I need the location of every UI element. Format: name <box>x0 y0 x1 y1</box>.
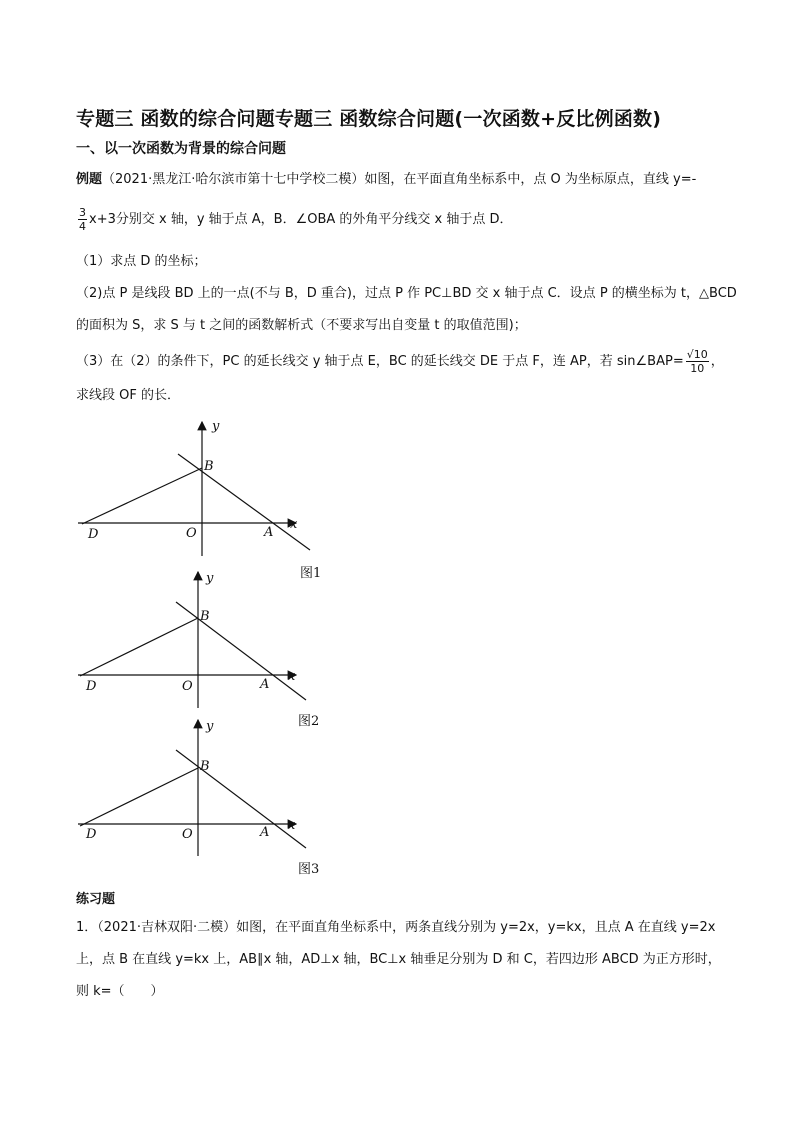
figure-1-caption: 图1 <box>300 566 322 581</box>
fraction-numerator: 3 <box>79 206 86 219</box>
fraction-denominator: 4 <box>79 220 86 233</box>
x-label: x <box>288 669 296 684</box>
example-line-2 <box>76 206 726 233</box>
point-O-label: O <box>182 827 193 842</box>
fraction-3-4 <box>78 206 87 233</box>
point-B-label: B <box>204 459 214 474</box>
figure-2-diagram <box>72 566 332 716</box>
line-AB <box>178 454 310 550</box>
point-A-label: A <box>264 525 274 540</box>
practice-1-line-3: 则 k=（ ） <box>76 984 164 999</box>
point-A-label: A <box>260 825 270 840</box>
question-3-comma: ， <box>710 354 724 369</box>
figure-2-caption: 图2 <box>298 714 320 729</box>
question-3-text: （3）在（2）的条件下，PC 的延长线交 y 轴于点 E，BC 的延长线交 DE 于点 F，连 AP，若 sin∠BAP= <box>76 354 684 369</box>
point-B-label: B <box>200 609 210 624</box>
example-line-1 <box>76 170 726 190</box>
fraction-denominator: 10 <box>690 362 705 375</box>
line-DB <box>80 768 198 826</box>
practice-1-line-2: 上，点 B 在直线 y=kx 上，AB∥x 轴，AD⊥x 轴，BC⊥x 轴垂足分别为 D 和 C，若四边形 ABCD 为正方形时， <box>76 952 721 967</box>
figure-3-diagram <box>72 714 332 864</box>
figure-1-diagram <box>72 416 332 566</box>
line-AB <box>176 750 306 848</box>
point-B-label: B <box>200 759 210 774</box>
point-A-label: A <box>260 677 270 692</box>
point-O-label: O <box>186 526 197 541</box>
question-3-line-1 <box>76 348 726 375</box>
example-text-1: 如图，在平面直角坐标系中，点 O 为坐标原点，直线 y=- <box>364 172 697 187</box>
fraction-numerator: √10 <box>686 348 708 361</box>
point-D-label: D <box>86 679 97 694</box>
figure-3 <box>72 714 332 868</box>
y-label: y <box>206 571 214 586</box>
figure-3-caption: 图3 <box>298 862 320 877</box>
x-label: x <box>288 818 296 833</box>
figure-2 <box>72 566 332 720</box>
page-title: 专题三 函数的综合问题专题三 函数综合问题(一次函数+反比例函数) <box>76 108 662 130</box>
point-O-label: O <box>182 679 193 694</box>
practice-heading: 练习题 <box>76 892 116 907</box>
question-2-line-2: 的面积为 S，求 S 与 t 之间的函数解析式（不要求写出自变量 t 的取值范围)； <box>76 318 527 333</box>
figure-1 <box>72 416 332 570</box>
point-D-label: D <box>86 827 97 842</box>
example-source: （2021·黑龙江·哈尔滨市第十七中学校二模） <box>102 172 365 187</box>
section-heading: 一、以一次函数为背景的综合问题 <box>76 141 286 157</box>
question-2-line-1: （2)点 P 是线段 BD 上的一点(不与 B，D 重合)，过点 P 作 PC⊥BD 交 x 轴于点 C．设点 P 的横坐标为 t，△BCD <box>76 286 737 301</box>
practice-1-line-1: 1．（2021·吉林双阳·二模）如图，在平面直角坐标系中，两条直线分别为 y=2x，y=kx，且点 A 在直线 y=2x <box>76 920 716 935</box>
question-1: （1）求点 D 的坐标； <box>76 254 207 269</box>
x-label: x <box>290 517 298 532</box>
fraction-sqrt10-10 <box>686 348 709 375</box>
example-text-2: x+3分别交 x 轴，y 轴于点 A，B．∠OBA 的外角平分线交 x 轴于点 D． <box>89 212 513 227</box>
line-AB <box>176 602 306 700</box>
example-label: 例题 <box>76 172 103 187</box>
y-label: y <box>212 419 220 434</box>
y-label: y <box>206 719 214 734</box>
line-DB <box>80 618 198 676</box>
point-D-label: D <box>88 527 99 542</box>
line-DB <box>82 468 202 524</box>
question-3-line-2: 求线段 OF 的长． <box>76 388 180 403</box>
